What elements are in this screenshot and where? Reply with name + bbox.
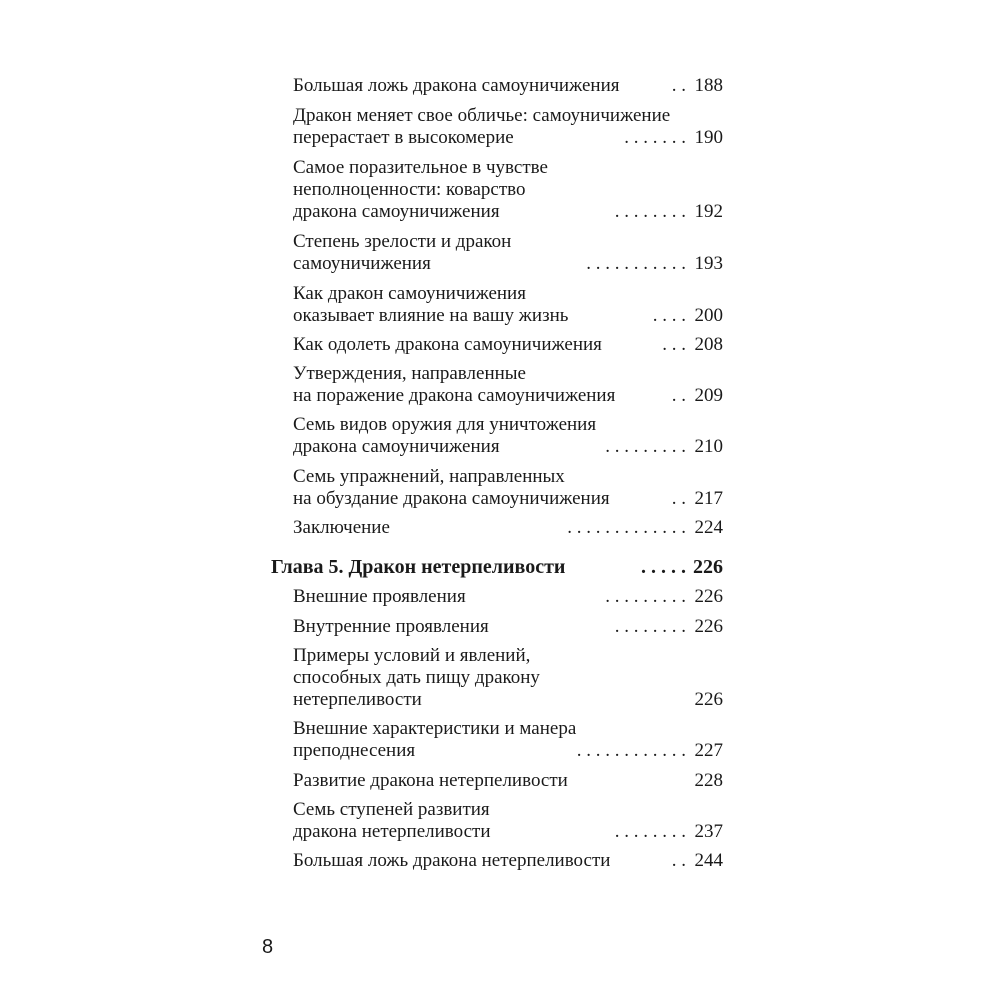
toc-leader-dots: . . . . . . . .	[614, 616, 686, 637]
toc-entry-text: Внутренние проявления	[293, 616, 489, 637]
toc-entry-text: Заключение	[293, 517, 390, 538]
toc-entry-text: дракона самоуничижения	[293, 436, 500, 457]
toc-entry-text: Внешние характеристики и манера	[293, 718, 577, 739]
toc-page-number: 210	[694, 436, 723, 457]
toc-entry-text: на поражение дракона самоуничижения	[293, 385, 616, 406]
toc-entry-text: перерастает в высокомерие	[293, 127, 514, 148]
toc-page-number: 188	[694, 75, 723, 96]
toc-leader-dots: . . . . . . . . . . . .	[576, 740, 686, 761]
toc-page-number: 217	[694, 488, 723, 509]
toc-page-number: 226	[694, 689, 723, 710]
toc-leader-dots: . . .	[662, 334, 686, 355]
toc-entry-text: дракона нетерпеливости	[293, 821, 491, 842]
toc-leader-dots: . . . . . . . .	[614, 821, 686, 842]
toc-leader-dots: . . . . . . . . . . . . .	[567, 517, 686, 538]
toc-page-number: 226	[694, 586, 723, 607]
toc-entry-text: Самое поразительное в чувстве	[293, 157, 548, 178]
toc-page-number: 237	[694, 821, 723, 842]
toc-entry-text: Дракон меняет свое обличье: самоуничижение	[293, 105, 671, 126]
toc-page-number: 193	[694, 253, 723, 274]
toc-leader-dots: . . . . . . . . .	[605, 586, 686, 607]
toc-leader-dots: . .	[671, 385, 686, 406]
toc-leader-dots: . . . . . . .	[624, 127, 686, 148]
toc-leader-dots: . .	[671, 488, 686, 509]
toc-entry-text: преподнесения	[293, 740, 416, 761]
toc-entry-text: оказывает влияние на вашу жизнь	[293, 305, 569, 326]
toc-entry-text: Как дракон самоуничижения	[293, 283, 526, 304]
toc-leader-dots: . . . . . . . . .	[605, 436, 686, 457]
toc-page-number: 224	[694, 517, 723, 538]
toc-entry-text: Семь упражнений, направленных	[293, 466, 565, 487]
toc-chapter-heading: Глава 5. Дракон нетерпеливости	[271, 556, 566, 578]
toc-page-number: 244	[694, 850, 723, 871]
toc-page-number: 190	[694, 127, 723, 148]
page-number: 8	[262, 936, 274, 958]
toc-entry-text: неполноценности: коварство	[293, 179, 526, 200]
toc-entry-text: Как одолеть дракона самоуничижения	[293, 334, 602, 355]
toc-page-number: 226	[693, 556, 723, 578]
toc-entry-text: Примеры условий и явлений,	[293, 645, 531, 666]
toc-leader-dots: . . . . .	[641, 556, 686, 578]
toc-entry-text: Большая ложь дракона самоуничижения	[293, 75, 620, 96]
toc-entry-text: Развитие дракона нетерпеливости	[293, 770, 568, 791]
toc-leader-dots: . .	[671, 75, 686, 96]
toc-page-number: 227	[694, 740, 723, 761]
toc-page-number: 208	[694, 334, 723, 355]
toc-leader-dots: . . . .	[652, 305, 686, 326]
toc-entry-text: нетерпеливости	[293, 689, 422, 710]
toc-entry-text: самоуничижения	[293, 253, 431, 274]
toc-page-number: 192	[694, 201, 723, 222]
toc-entry-text: Утверждения, направленные	[293, 363, 526, 384]
toc-entry-text: Степень зрелости и дракон	[293, 231, 512, 252]
toc-entry-text: Большая ложь дракона нетерпеливости	[293, 850, 611, 871]
toc-page-number: 226	[694, 616, 723, 637]
toc-entry-text: на обуздание дракона самоуничижения	[293, 488, 610, 509]
toc-page-number: 228	[694, 770, 723, 791]
toc-entry-text: Семь ступеней развития	[293, 799, 490, 820]
toc-page-number: 209	[694, 385, 723, 406]
toc-entry-text: Семь видов оружия для уничтожения	[293, 414, 597, 435]
toc-leader-dots: . .	[671, 850, 686, 871]
toc-entry-text: Внешние проявления	[293, 586, 466, 607]
toc-leader-dots: . . . . . . . .	[614, 201, 686, 222]
toc-entry-text: дракона самоуничижения	[293, 201, 500, 222]
toc-page-number: 200	[694, 305, 723, 326]
toc-leader-dots: . . . . . . . . . . .	[586, 253, 686, 274]
toc-entry-text: способных дать пищу дракону	[293, 667, 540, 688]
